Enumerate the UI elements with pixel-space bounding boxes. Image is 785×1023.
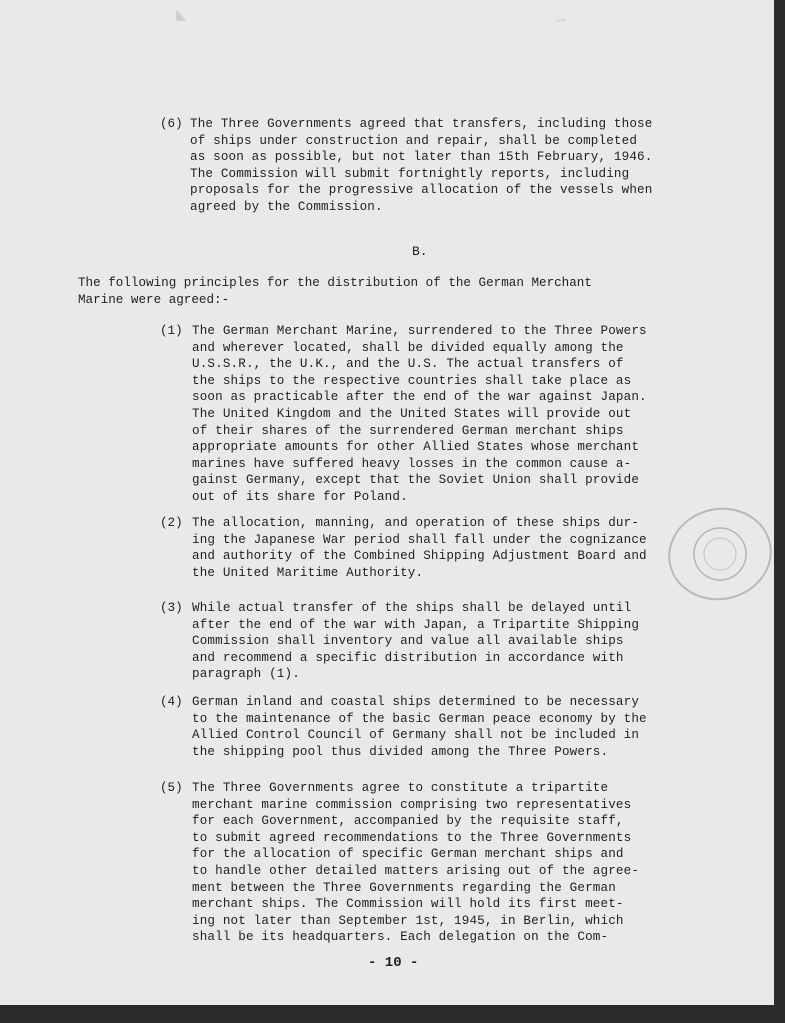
- section-heading: B.: [412, 244, 428, 259]
- item-number: (2): [160, 516, 183, 530]
- item-number: (4): [160, 695, 183, 709]
- item-text: German inland and coastal ships determined to be necessary to the maintenance of the basic German peace economy by the Allied Control Council of Germany shall not be included in the shipping pool thus divided among the Three Powers.: [192, 695, 647, 759]
- item-text: The allocation, manning, and operation of these ships dur- ing the Japanese War period shall fall under the cognizance and authority of the Combined Shipping Adjustment Board and the United Maritime Authority.: [192, 516, 647, 580]
- item-number: (6): [160, 117, 183, 131]
- stamp-seal-icon: [680, 517, 761, 590]
- item-text: While actual transfer of the ships shall be delayed until after the end of the war with Japan, a Tripartite Shipping Commission shall inventory and value all available ships and recommend a specific distribution in accordance with paragraph (1).: [192, 601, 640, 682]
- item-text: The German Merchant Marine, surrendered to the Three Powers and wherever located, shall be divided equally among the U.S.S.R., the U.K., and the U.S. The actual transfers of the ships to the respective countries shall take place as soon as practicable after the end of the war against Japan. The United Kingdom and the United States will provide out of their shares of the surrendered German merchant ships appropriate amounts for other Allied States whose merchant marines have suffered heavy losses in the common cause a- gainst Germany, except that the Soviet Union shall provide out of its share for Poland.: [192, 324, 647, 504]
- item-text: The Three Governments agreed that transfers, including those of ships under construction and repair, shall be completed as soon as possible, but not later than 15th February, 1946. The Commission will submit fortnightly reports, including proposals for the progressive allocation of the vessels when agreed by the Commission.: [190, 117, 653, 214]
- scan-mark: ∽: [556, 12, 567, 32]
- scan-mark: ◣: [176, 6, 187, 26]
- item-number: (5): [160, 781, 183, 795]
- item-text: The Three Governments agree to constitute a tripartite merchant marine commission comprising two representatives for each Government, accompanied by the requisite staff, to submit agreed recommendations to the Three Governments for the allocation of specific German merchant ships and to handle other detailed matters arising out of the agree- ment between the Three Governments regarding the German merchant ships. The Commission will hold its first meet- ing not later than September 1st, 1945, in Berlin, which shall be its headquarters. Each delegation on the Com-: [192, 781, 640, 945]
- item-number: (1): [160, 324, 183, 338]
- archive-stamp: [660, 498, 774, 610]
- page-number: - 10 -: [368, 955, 419, 971]
- item-number: (3): [160, 601, 183, 615]
- intro-paragraph: The following principles for the distribution of the German Merchant Marine were agreed:-: [78, 276, 592, 307]
